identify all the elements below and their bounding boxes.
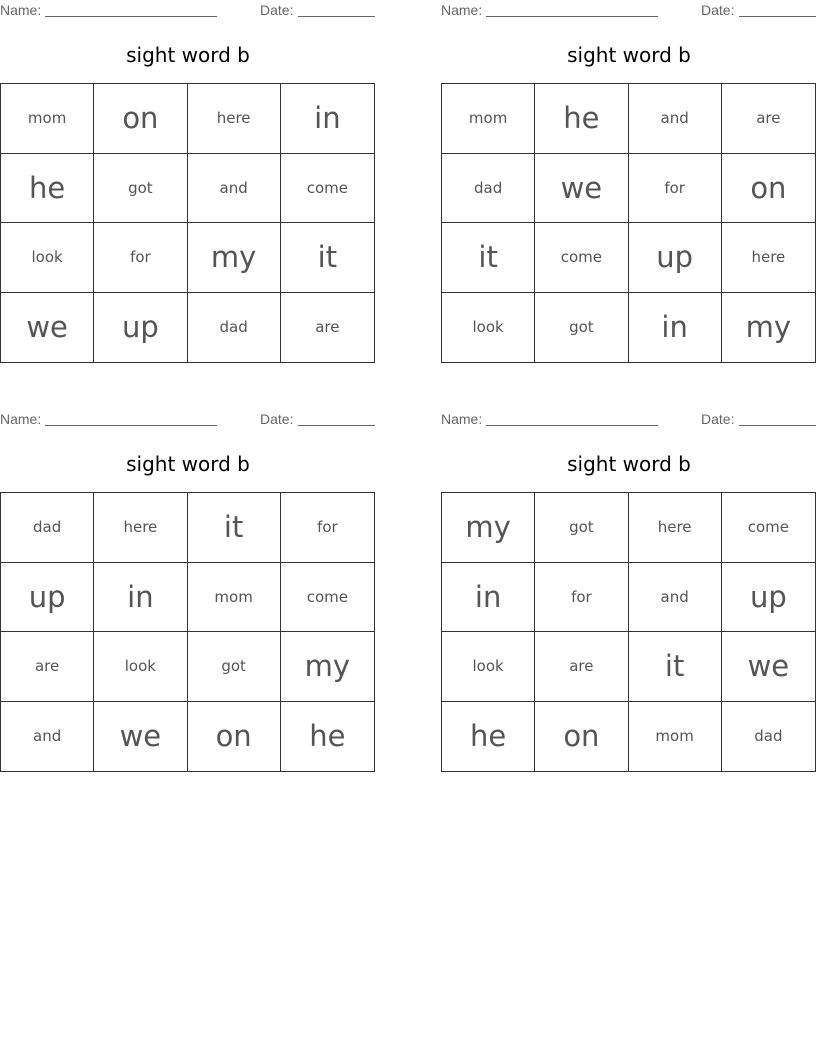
bingo-cell: my <box>442 493 535 563</box>
bingo-cell: dad <box>442 154 535 224</box>
bingo-cell: got <box>188 632 281 702</box>
date-blank-line <box>298 16 375 17</box>
bingo-cell: my <box>745 310 792 345</box>
bingo-cell: here <box>94 493 187 563</box>
bingo-cell: he <box>1 154 94 224</box>
bingo-cell: here <box>722 223 815 293</box>
bingo-cell: are <box>722 84 815 154</box>
bingo-cell: for <box>629 154 722 224</box>
card-header <box>441 2 816 18</box>
card-title: sight word b <box>567 43 691 67</box>
bingo-cell: got <box>94 154 187 224</box>
bingo-cell: for <box>535 563 628 633</box>
name-label: Name: <box>441 2 483 18</box>
bingo-cell: on <box>535 702 628 772</box>
bingo-cell: on <box>188 702 281 772</box>
bingo-grid <box>441 492 816 772</box>
bingo-cell: in <box>442 563 535 633</box>
date-blank-line <box>739 16 816 17</box>
name-label: Name: <box>0 2 42 18</box>
bingo-cell: we <box>1 293 94 363</box>
bingo-cell: it <box>281 223 374 293</box>
bingo-cell: dad <box>188 293 281 363</box>
name-blank-line <box>45 16 217 17</box>
date-blank-line <box>739 425 816 426</box>
bingo-cell: mom <box>1 84 94 154</box>
date-label: Date: <box>260 2 294 18</box>
bingo-grid <box>0 492 375 772</box>
date-label: Date: <box>260 411 294 427</box>
bingo-cell: and <box>629 563 722 633</box>
date-label: Date: <box>701 2 735 18</box>
bingo-cell: it <box>442 223 535 293</box>
bingo-cell: here <box>629 493 722 563</box>
bingo-cell: look <box>1 223 94 293</box>
bingo-cell: in <box>629 293 722 363</box>
bingo-cell: are <box>535 632 628 702</box>
bingo-cell: look <box>442 632 535 702</box>
bingo-cell: my <box>188 223 281 293</box>
card-title: sight word b <box>126 43 250 67</box>
bingo-cell: he <box>309 719 346 754</box>
bingo-cell: and <box>188 154 281 224</box>
card-header <box>0 2 376 18</box>
bingo-cell: come <box>281 563 374 633</box>
bingo-cell: dad <box>754 727 783 746</box>
bingo-cell: we <box>722 632 815 702</box>
bingo-cell: mom <box>442 84 535 154</box>
name-label: Name: <box>441 411 483 427</box>
card-title: sight word b <box>567 452 691 476</box>
name-blank-line <box>486 16 658 17</box>
bingo-cell: on <box>722 154 815 224</box>
date-label: Date: <box>701 411 735 427</box>
bingo-cell: on <box>94 84 187 154</box>
bingo-cell: for <box>94 223 187 293</box>
bingo-cell: are <box>1 632 94 702</box>
bingo-cell: mom <box>188 563 281 633</box>
bingo-cell: up <box>1 563 94 633</box>
bingo-grid <box>441 83 816 363</box>
bingo-cell: it <box>188 493 281 563</box>
bingo-cell: my <box>281 632 374 702</box>
bingo-cell: and <box>629 84 722 154</box>
bingo-cell: for <box>281 493 374 563</box>
bingo-cell: come <box>535 223 628 293</box>
bingo-cell: come <box>722 493 815 563</box>
card-title: sight word b <box>126 452 250 476</box>
bingo-cell: are <box>315 318 340 337</box>
bingo-cell: and <box>1 702 94 772</box>
bingo-cell: look <box>442 293 535 363</box>
card-header <box>0 411 376 427</box>
bingo-cell: got <box>535 293 628 363</box>
bingo-cell: in <box>281 84 374 154</box>
bingo-cell: we <box>94 702 187 772</box>
bingo-cell: he <box>535 84 628 154</box>
bingo-cell: mom <box>629 702 722 772</box>
bingo-cell: up <box>94 293 187 363</box>
bingo-cell: we <box>535 154 628 224</box>
bingo-cell: up <box>722 563 815 633</box>
bingo-cell: got <box>535 493 628 563</box>
bingo-cell: he <box>442 702 535 772</box>
bingo-cell: look <box>94 632 187 702</box>
date-blank-line <box>298 425 375 426</box>
bingo-cell: it <box>629 632 722 702</box>
bingo-cell: here <box>188 84 281 154</box>
name-blank-line <box>486 425 658 426</box>
bingo-cell: come <box>281 154 374 224</box>
card-header <box>441 411 816 427</box>
bingo-cell: up <box>629 223 722 293</box>
name-blank-line <box>45 425 217 426</box>
bingo-grid <box>0 83 375 363</box>
name-label: Name: <box>0 411 42 427</box>
bingo-cell: in <box>94 563 187 633</box>
bingo-cell: dad <box>1 493 94 563</box>
